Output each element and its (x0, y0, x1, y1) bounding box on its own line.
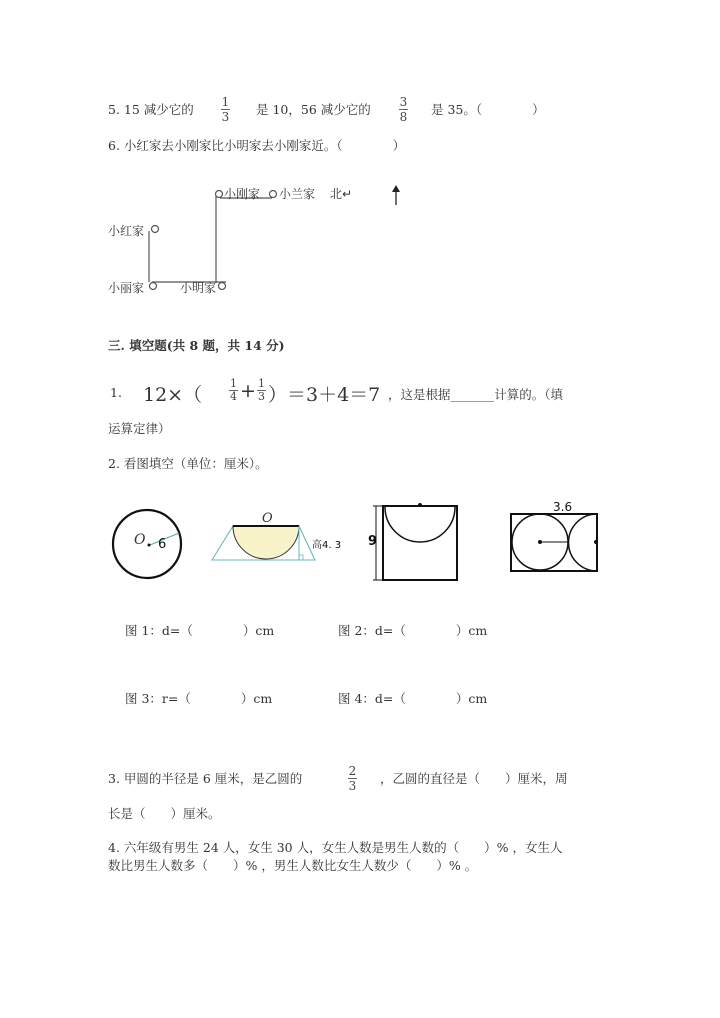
section-title: 三. 填空题(共 8 题，共 14 分) (108, 338, 285, 353)
label-xiaoming: 小明家 (180, 281, 217, 295)
figure-1-circle (113, 510, 181, 578)
f3-cont: 长是（ ）厘米。 (108, 806, 221, 821)
fig3-answer: 图 3：r=（ ）cm (125, 691, 273, 706)
f1-cont: 运算定律） (108, 421, 171, 436)
label-xiaohong: 小红家 (108, 224, 145, 238)
figure-2-trapezoid (212, 526, 315, 560)
fraction-three-eighths: 3 8 (399, 95, 408, 124)
label-north: 北↵ (330, 187, 353, 201)
figure-3-square (373, 504, 457, 581)
fig4-answer: 图 4：d=（ ）cm (338, 691, 488, 706)
q5-text-c: 是 35。（ ） (431, 102, 545, 117)
fig4-top-label: 3.6 (553, 500, 573, 514)
f4-line1: 4. 六年级有男生 24 人，女生 30 人，女生人数是男生人数的（ ）% ，女生人 (108, 840, 563, 855)
q5-text-a: 5. 15 减少它的 (108, 102, 194, 117)
fraction-two-thirds: 2 3 (348, 764, 357, 793)
f1-number: 1. (110, 385, 122, 400)
fig1-radius-label: 6 (158, 537, 167, 552)
f1-expr-b: ）＝3＋4＝7 (268, 384, 381, 406)
q5-text-b: 是 10，56 减少它的 (256, 102, 371, 117)
f2-text: 2. 看图填空（单位：厘米）。 (108, 456, 268, 471)
fraction-one-quarter: 1 4 (230, 377, 237, 403)
fig2-answer: 图 2：d=（ ）cm (338, 623, 488, 638)
q6-text: 6. 小红家去小刚家比小明家去小刚家近。（ ） (108, 138, 406, 153)
f3-text-b: ，乙圆的直径是（ ）厘米，周 (380, 771, 568, 786)
fig2-center-label: O (262, 511, 273, 526)
fig1-answer: 图 1：d=（ ）cm (125, 623, 275, 638)
fig3-side-label: 9 (368, 534, 378, 549)
f1-text: ，这是根据_______计算的。（填 (388, 387, 564, 402)
figure-4-rectangle (511, 514, 598, 571)
f1-plus: + (240, 380, 256, 402)
f1-expr-a: 12×（ (143, 384, 203, 406)
fig2-height-label: 高4. 3 (312, 540, 342, 551)
f4-line2: 数比男生人数多（ ）% ，男生人数比女生人数少（ ）% 。 (108, 858, 478, 873)
label-xiaoli: 小丽家 (108, 281, 145, 295)
fig1-center-label: O (134, 532, 146, 548)
label-xiaolan: 小兰家 (279, 187, 316, 201)
label-xiaogang: 小刚家 (224, 187, 261, 201)
f3-text-a: 3. 甲圆的半径是 6 厘米，是乙圆的 (108, 771, 303, 786)
fraction-one-third: 1 3 (221, 95, 230, 124)
fraction-one-third-b: 1 3 (258, 377, 265, 403)
